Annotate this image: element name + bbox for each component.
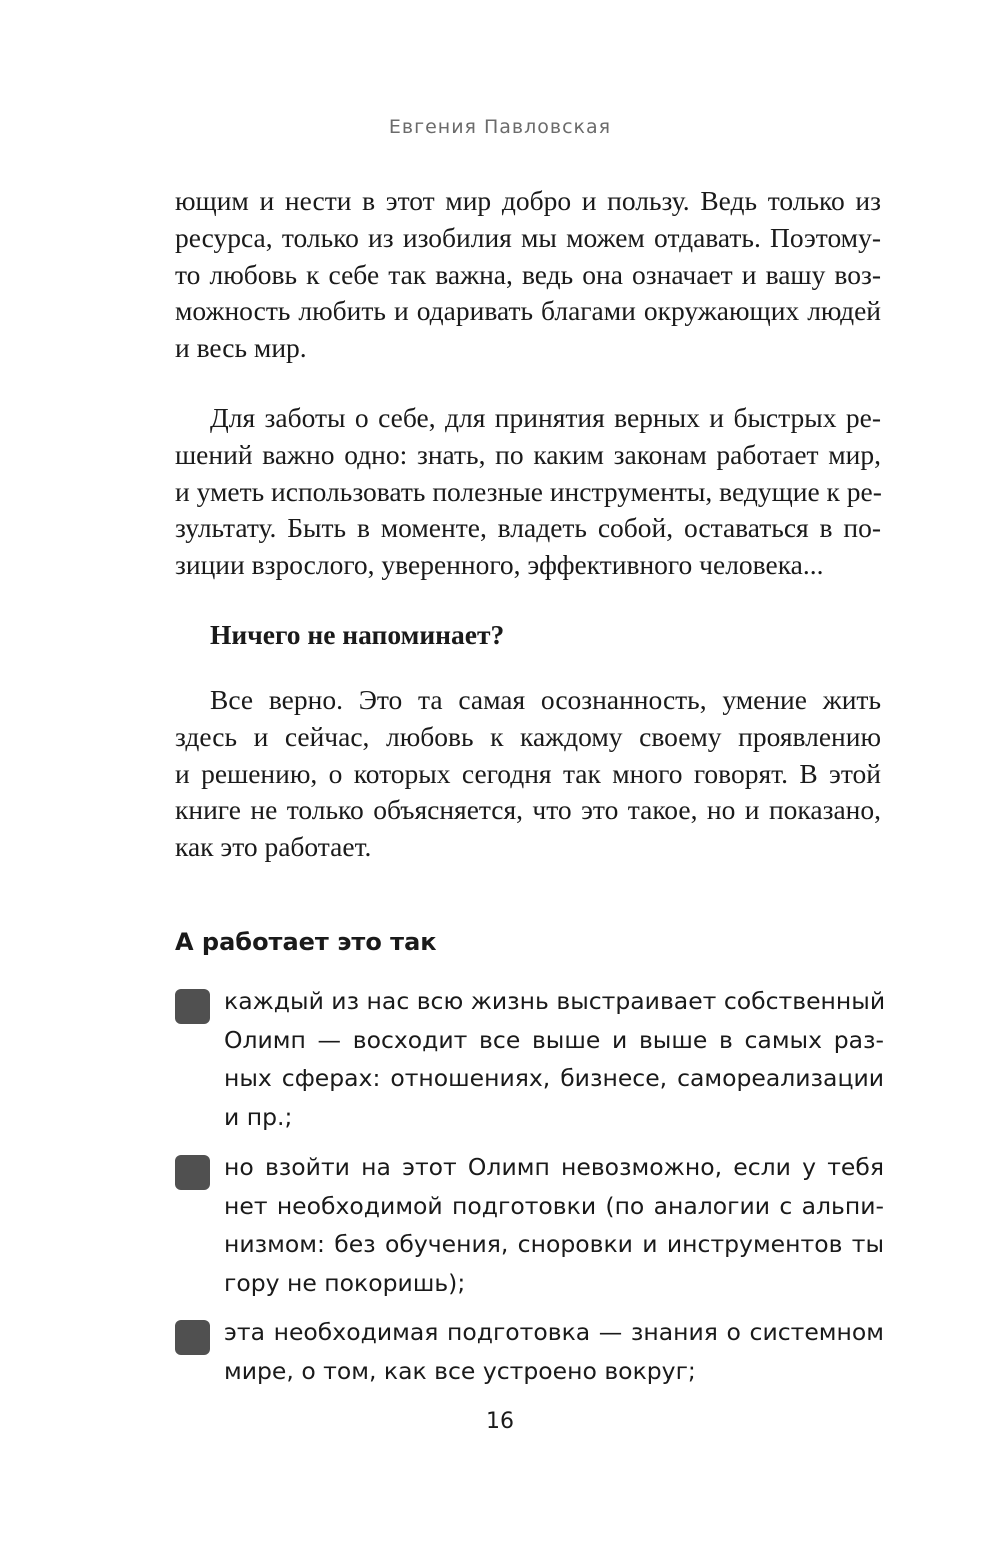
text-line: книге не только объясняется, что это такое, но и показано, <box>175 794 881 826</box>
text-line: и весь мир. <box>175 332 307 364</box>
text-line: Олимп — восходит все выше и выше в самых раз- <box>224 1025 884 1054</box>
text-line: ресурса, только из изобилия мы можем отдавать. Поэтому- <box>175 221 881 253</box>
page-number: 16 <box>486 1409 514 1434</box>
text-line: и пр.; <box>224 1102 293 1131</box>
text-line: и уметь использовать полезные инструменты, ведущие к ре- <box>175 475 882 507</box>
text-line: можность любить и одаривать благами окружающих людей <box>175 295 881 327</box>
square-bullet-icon <box>175 1155 210 1190</box>
bullet-text <box>224 982 884 1136</box>
text-line: но взойти на этот Олимп невозможно, если у тебя <box>224 1153 884 1181</box>
text-line: то любовь к себе так важна, ведь она означает и вашу воз- <box>175 258 881 290</box>
bullet-text <box>224 1313 884 1390</box>
bullet-text <box>224 1148 884 1302</box>
text-line: зиции взрослого, уверенного, эффективного человека... <box>175 549 824 581</box>
square-bullet-icon <box>175 989 210 1024</box>
section-title: А работает это так <box>175 928 437 956</box>
paragraph-3 <box>175 682 881 866</box>
running-head-author: Евгения Павловская <box>388 116 612 138</box>
text-line: Для заботы о себе, для принятия верных и быстрых ре- <box>210 402 881 433</box>
text-line: Все верно. Это та самая осознанность, умение жить <box>210 684 881 715</box>
text-line: низмом: без обучения, сноровки и инструментов ты <box>224 1230 884 1258</box>
text-line: ющим и нести в этот мир добро и пользу. Ведь только из <box>175 185 881 216</box>
text-line: шений важно одно: знать, по каким законам работает мир, <box>175 438 881 470</box>
text-line: зультату. Быть в моменте, владеть собой, оставаться в по- <box>175 512 881 544</box>
text-line: эта необходимая подготовка — знания о системном <box>224 1318 884 1346</box>
square-bullet-icon <box>175 1320 210 1355</box>
paragraph-1 <box>175 183 881 367</box>
text-line: и решению, о которых сегодня так много говорят. В этой <box>175 757 881 789</box>
text-line: мире, о том, как все устроено вокруг; <box>224 1356 696 1385</box>
text-line: как это работает. <box>175 831 372 863</box>
text-line: здесь и сейчас, любовь к каждому своему проявлению <box>175 720 881 752</box>
question-heading: Ничего не напоминает? <box>210 619 505 650</box>
text-line: гору не покоришь); <box>224 1268 466 1297</box>
paragraph-2 <box>175 400 881 584</box>
text-line: ных сферах: отношениях, бизнесе, самореализации <box>224 1064 884 1092</box>
text-line: нет необходимой подготовки (по аналогии с альпи- <box>224 1191 884 1220</box>
text-line: каждый из нас всю жизнь выстраивает собственный <box>224 987 886 1015</box>
